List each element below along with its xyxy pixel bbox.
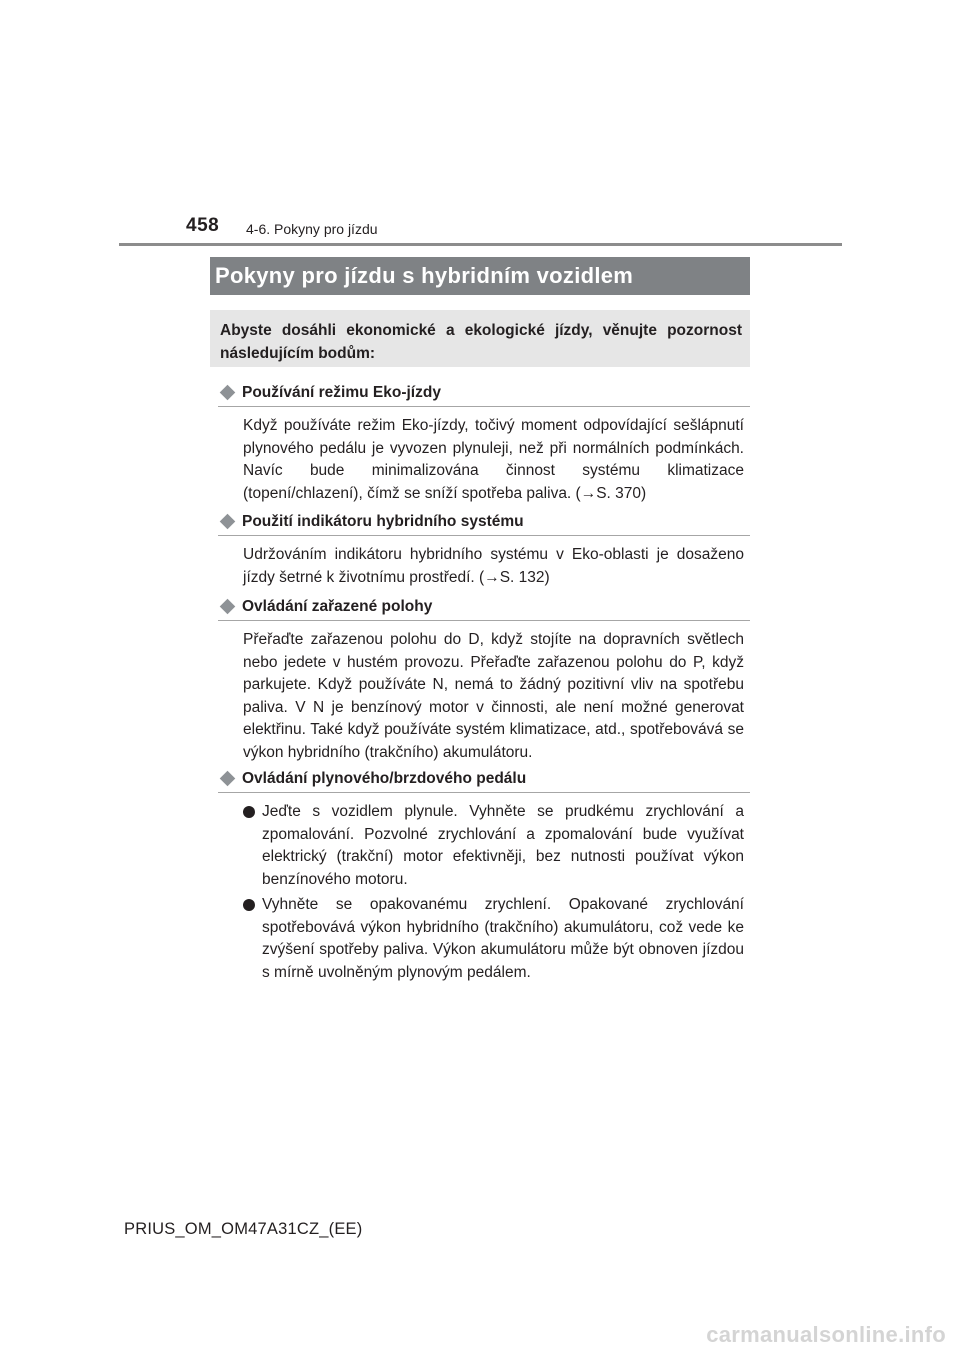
intro-box	[210, 310, 750, 367]
section-heading	[218, 508, 750, 536]
diamond-bullet-icon	[220, 514, 236, 530]
list-item-text: Vyhněte se opakovanému zrychlení. Opakované zrychlování spotřebovává výkon hybridního (trakčního) akumulátoru, což vede ke zvýšení spotřeby paliva. Výkon akumulátoru může být obnoven jízdou s mírně uvolněným plynovým pedálem.	[262, 896, 744, 981]
list-item-text: Jeďte s vozidlem plynule. Vyhněte se prudkému zrychlování a zpomalování. Pozvolné zrychlování a zpomalování bude využívat elektrický (trakční) motor efektivněji, bez nutnosti používat výkon benzínového motoru.	[262, 803, 744, 888]
section-heading	[218, 765, 750, 793]
section-heading	[218, 593, 750, 621]
section-body: Když používáte režim Eko-jízdy, točivý moment odpovídající sešlápnutí plynového pedálu je vyvozen plynuleji, než při normálních podmínkách. Navíc bude minimalizována činnost systému klimatizace (topení/chlazení), čímž se sníží spotřeba paliva. (→S. 370)	[243, 417, 744, 502]
document-code: PRIUS_OM_OM47A31CZ_(EE)	[124, 1220, 363, 1238]
diamond-bullet-icon	[220, 599, 236, 615]
page-number: 458	[186, 215, 220, 236]
diamond-bullet-icon	[220, 771, 236, 787]
page-title-bar	[210, 257, 750, 295]
section-pedal-control	[218, 765, 750, 984]
section-body: Udržováním indikátoru hybridního systému v Eko-oblasti je dosaženo jízdy šetrné k životnímu prostředí. (→S. 132)	[243, 546, 744, 586]
list-item	[243, 894, 744, 984]
section-heading-text: Ovládání plynového/brzdového pedálu	[242, 769, 527, 787]
circle-bullet-icon	[243, 806, 255, 818]
section-heading-text: Použití indikátoru hybridního systému	[242, 512, 524, 530]
header-divider	[119, 243, 842, 246]
diamond-bullet-icon	[220, 385, 236, 401]
watermark: carmanualsonline.info	[706, 1322, 946, 1347]
circle-bullet-icon	[243, 899, 255, 911]
section-heading-text: Používání režimu Eko-jízdy	[242, 383, 441, 401]
section-shift-position	[218, 593, 750, 764]
section-eco-mode	[218, 379, 750, 505]
page-title: Pokyny pro jízdu s hybridním vozidlem	[215, 263, 634, 288]
list-item	[243, 801, 744, 891]
section-heading-text: Ovládání zařazené polohy	[242, 597, 433, 615]
section-body: Přeřaďte zařazenou polohu do D, když stojíte na dopravních světlech nebo jedete v hustém provozu. Přeřaďte zařazenou polohu do P, když parkujete. Když používáte N, nemá to žádný pozitivní vliv na spotřebu paliva. V N je benzínový motor v činnosti, ale není možné generovat elektřinu. Také když používáte systém klimatizace, atd., spotřebovává se výkon hybridního (trakčního) akumulátoru.	[243, 631, 744, 761]
intro-text: Abyste dosáhli ekonomické a ekologické jízdy, věnujte pozornost následujícím bodům:	[220, 322, 742, 362]
section-hybrid-indicator	[218, 508, 750, 589]
section-heading	[218, 379, 750, 407]
chapter-label: 4-6. Pokyny pro jízdu	[246, 221, 378, 237]
